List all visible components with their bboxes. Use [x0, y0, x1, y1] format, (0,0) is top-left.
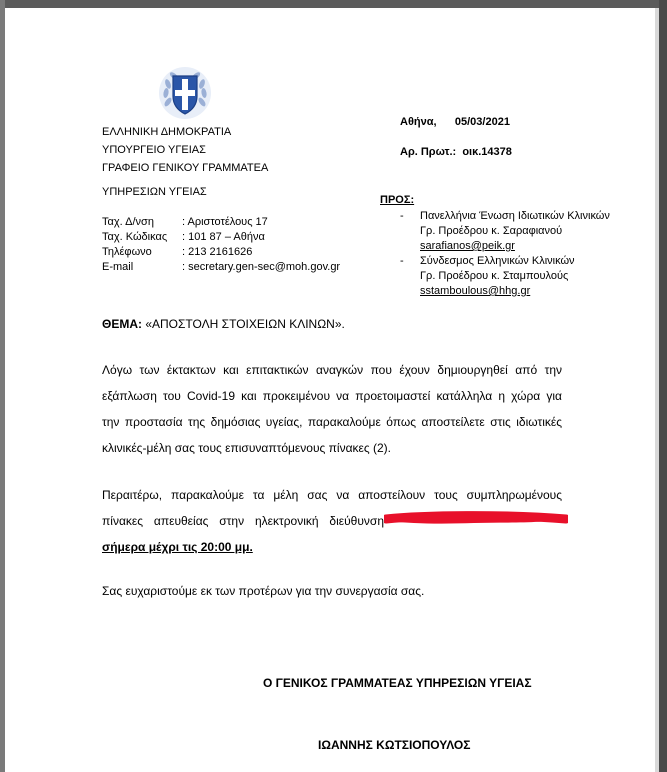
recipient-2-email-link[interactable]: sstamboulous@hhg.gr	[420, 285, 531, 297]
contact-value-postcode: : 101 87 – Αθήνα	[182, 231, 265, 243]
contact-value-email: : secretary.gen-sec@moh.gov.gr	[182, 261, 341, 273]
subject-text: «ΑΠΟΣΤΟΛΗ ΣΤΟΙΧΕΙΩΝ ΚΛΙΝΩΝ».	[142, 317, 345, 331]
recipient-1-dash: -	[400, 210, 404, 222]
org-line-office: ΓΡΑΦΕΙΟ ΓΕΝΙΚΟΥ ΓΡΑΜΜΑΤΕΑ	[102, 162, 269, 174]
recipient-2-dash: -	[400, 255, 404, 267]
contact-label-address: Ταχ. Δ/νση	[102, 216, 154, 228]
body-p1-line-4: κλινικές-μέλη σας τους επισυναπτόμενους πίνακες (2).	[102, 441, 391, 455]
protocol-number: Αρ. Πρωτ.: οικ.14378	[400, 146, 512, 158]
recipients-title: ΠΡΟΣ:	[380, 194, 415, 206]
contact-label-phone: Τηλέφωνο	[102, 246, 152, 258]
body-p2-line-1: Περαιτέρω, παρακαλούμε τα μέλη σας να αποστείλουν τους συμπληρωμένους	[102, 488, 562, 502]
body-paragraph-3: Σας ευχαριστούμε εκ των προτέρων για την συνεργασία σας.	[102, 584, 425, 598]
org-line-republic: ΕΛΛΗΝΙΚΗ ΔΗΜΟΚΡΑΤΙΑ	[102, 126, 232, 138]
body-p1-line-3: την προστασία της δημόσιας υγείας, παρακαλούμε όπως αποστείλετε στις ιδιωτικές	[102, 415, 562, 429]
coat-of-arms-emblem	[158, 66, 212, 120]
place-date: Αθήνα, 05/03/2021	[400, 116, 510, 128]
contact-value-phone: : 213 2161626	[182, 246, 253, 258]
contact-label-email: E-mail	[102, 261, 134, 273]
window-frame-left	[0, 0, 5, 772]
body-p1-line-2: εξάπλωση του Covid-19 και προκειμένου να προετοιμαστεί κατάλληλα η χώρα για	[102, 389, 562, 403]
contact-label-postcode: Ταχ. Κώδικας	[102, 231, 168, 243]
body-p2-line-2: πίνακες απευθείας στην ηλεκτρονική διεύθυνση	[102, 514, 384, 528]
redaction-mark	[384, 509, 568, 527]
recipient-1-name: Πανελλήνια Ένωση Ιδιωτικών Κλινικών	[420, 210, 610, 222]
recipient-2-attn: Γρ. Προέδρου κ. Σταμπουλούς	[420, 270, 569, 282]
recipient-1-attn: Γρ. Προέδρου κ. Σαραφιανού	[420, 225, 563, 237]
window-frame-top	[0, 0, 667, 8]
subject-line	[102, 317, 345, 331]
org-division: ΥΠΗΡΕΣΙΩΝ ΥΓΕΙΑΣ	[102, 186, 207, 198]
signature-title: Ο ΓΕΝΙΚΟΣ ΓΡΑΜΜΑΤΕΑΣ ΥΠΗΡΕΣΙΩΝ ΥΓΕΙΑΣ	[263, 676, 532, 690]
signature-name: ΙΩΑΝΝΗΣ ΚΩΤΣΙΟΠΟΥΛΟΣ	[318, 738, 471, 752]
body-paragraph-1	[102, 357, 562, 461]
recipient-2-name: Σύνδεσμος Ελληνικών Κλινικών	[420, 255, 575, 267]
body-p1-line-1: Λόγω των έκτακτων και επιτακτικών αναγκών που έχουν δημιουργηθεί από την	[102, 363, 562, 377]
window-frame-right	[659, 0, 667, 772]
body-p2-deadline: σήμερα μέχρι τις 20:00 μμ.	[102, 540, 253, 554]
subject-label: ΘΕΜΑ:	[102, 317, 142, 331]
org-line-ministry: ΥΠΟΥΡΓΕΙΟ ΥΓΕΙΑΣ	[102, 144, 206, 156]
contact-value-address: : Αριστοτέλους 17	[182, 216, 268, 228]
recipient-1-email-link[interactable]: sarafianos@peik.gr	[420, 240, 515, 252]
